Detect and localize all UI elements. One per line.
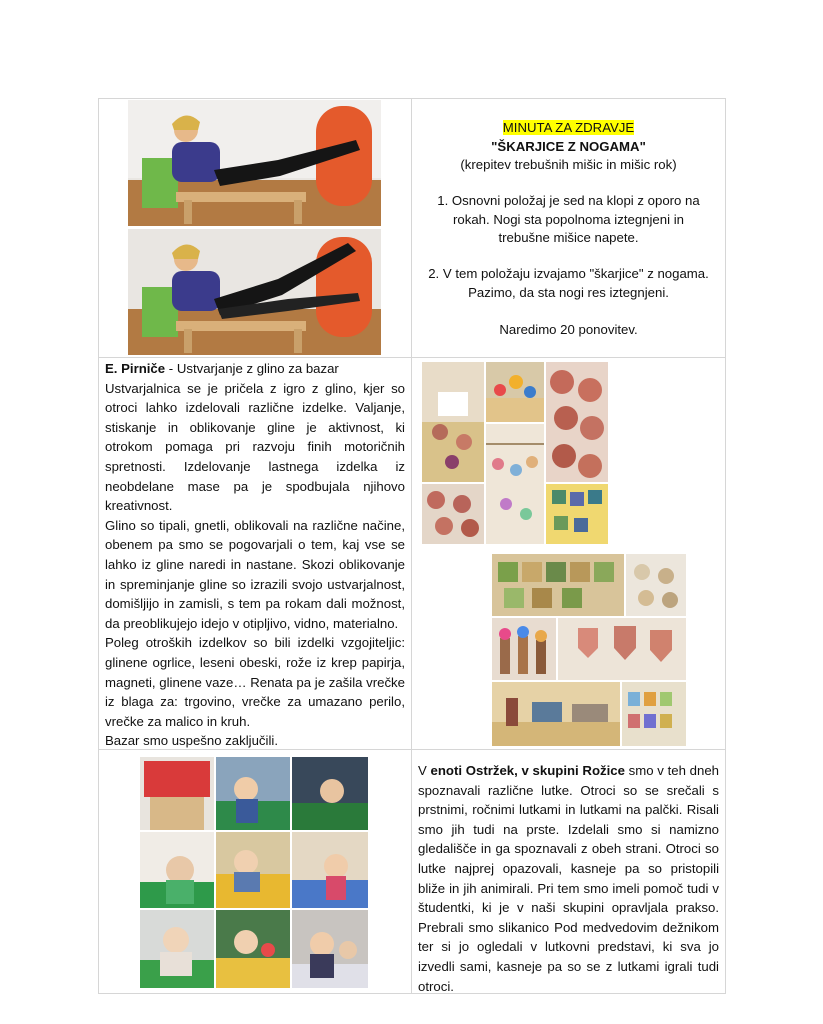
bazaar-photo-12 — [622, 682, 686, 746]
bazaar-photo-1 — [422, 362, 484, 482]
bazaar-photo-7 — [492, 554, 624, 616]
puppet-photo-2 — [216, 757, 290, 830]
puppet-photo-4 — [140, 832, 214, 908]
puppet-photo-8 — [216, 910, 290, 988]
bazaar-photo-9 — [492, 618, 556, 680]
exercise-purpose: (krepitev trebušnih mišic in mišic rok) — [460, 157, 677, 172]
content-table — [98, 98, 726, 994]
bazaar-photo-4 — [422, 484, 484, 544]
bazaar-photo-3 — [546, 362, 608, 482]
bazaar-photo-11 — [492, 682, 620, 746]
puppet-photo-1 — [140, 757, 214, 830]
unit-group-name: enoti Ostržek, v skupini Rožice — [430, 763, 625, 778]
clay-bazaar-text-cell — [99, 358, 412, 750]
bazaar-photos-cell — [412, 358, 726, 750]
puppet-photo-9 — [292, 910, 368, 988]
bazaar-photo-5 — [486, 424, 544, 544]
exercise-photo-2 — [128, 229, 381, 355]
bazaar-photo-2 — [486, 362, 544, 422]
bazaar-photo-6 — [546, 484, 608, 544]
puppets-text-cell — [412, 750, 726, 994]
exercise-photo-1 — [128, 100, 381, 226]
paragraph-4: Bazar smo uspešno zaključili. — [105, 733, 278, 749]
puppet-photo-6 — [292, 832, 368, 908]
paragraph-1: Ustvarjalnica se je pričela z igro z glino, kjer so otroci lahko izdelovali različne izdelke. Valjanje, stiskanje in oblikovanje gline je aktivnost, ki otrokom pomaga pri razvoju finih motoričnih spretnosti. Izdelovanje lastnega izdelka iz neobdelane mase pa je spodbujala njihovo kreativnost. — [105, 380, 405, 514]
bazaar-photo-8 — [626, 554, 686, 616]
paragraph-3: Poleg otroških izdelkov so bili izdelki vzgojiteljic: glinene ogrlice, leseni obeski, rože iz krep papirja, magneti, glinene vaze… Renata pa je zašila vrečke iz blaga za: trgovino, vrečke za umazano perilo, vrečke za malico in kruh. — [105, 635, 405, 729]
puppets-paragraph: smo v teh dneh spoznavali različne lutke. Otroci so se srečali s prstnimi, ročnimi lutkami in lutkami na palčki. Risali smo jih tudi na prste. Izdelali smo si namizno gledališče in ga spoznavali z obeh strani. Otroci so lutke najprej opazovali, kasneje pa so pristopili bliže in jih animirali. Pri tem smo imeli pomoč tudi v študentki, ki je v naši skupini opravljala prakso. Prebrali smo slikanico Pod medvedovim dežnikom ter si jo ogledali v lutkovni predstavi, ki sva jo izvedli sami, kasneje pa so se z lutkami igrali tudi otroci. — [418, 763, 719, 994]
exercise-instructions-cell — [412, 99, 726, 358]
exercise-step-2: 2. V tem položaju izvajamo "škarjice" z nogama. Pazimo, da sta nogi res iztegnjeni. — [428, 266, 709, 300]
exercise-repetitions: Naredimo 20 ponovitev. — [499, 322, 638, 337]
exercise-photos-cell — [99, 99, 412, 358]
paragraph-2: Glino so tipali, gnetli, oblikovali na različne načine, obenem pa smo se pogovarjali o tem, kaj vse se lahko iz gline naredi in nastane. Skozi oblikovanje in spreminjanje gline so izrazili svojo ustvarjalnost, domišljijo in zamisli, s tem pa rokam dali možnost, da preoblikujejo idejo v otipljivo, vidno, materialno. — [105, 517, 405, 631]
activity-title: - Ustvarjanje z glino za bazar — [165, 361, 339, 376]
intro-prefix: V — [418, 763, 431, 778]
exercise-step-1: 1. Osnovni položaj je sed na klopi z oporo na rokah. Nogi sta popolnoma iztegnjeni in trebušne mišice napete. — [437, 193, 700, 245]
unit-name: E. Pirniče — [105, 361, 166, 376]
health-minute-title: MINUTA ZA ZDRAVJE — [502, 120, 635, 135]
puppet-photo-7 — [140, 910, 214, 988]
exercise-name: "ŠKARJICE Z NOGAMA" — [491, 138, 646, 154]
puppet-photo-5 — [216, 832, 290, 908]
bazaar-photo-10 — [558, 618, 686, 680]
puppet-photo-3 — [292, 757, 368, 830]
puppets-photos-cell — [99, 750, 412, 994]
